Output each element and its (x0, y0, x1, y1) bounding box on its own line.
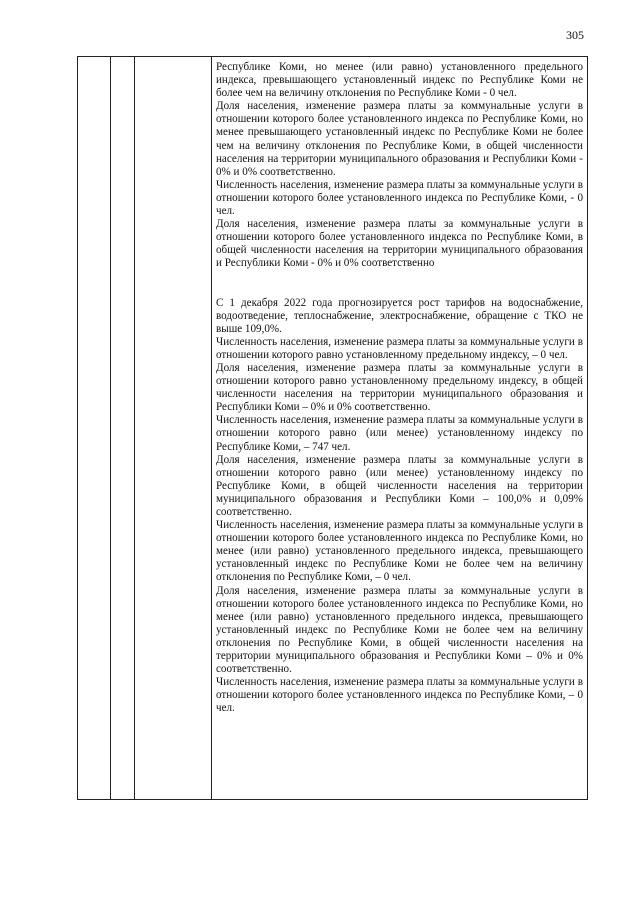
page-number: 305 (566, 28, 584, 42)
text-cell (216, 61, 583, 716)
document-table (77, 56, 588, 800)
paragraph: С 1 декабря 2022 года прогнозируется рост тарифов на водоснабжение, водоотведение, теплоснабжение, электроснабжение, обращение с ТКО не выше 109,0%. (216, 296, 583, 335)
paragraph: Доля населения, изменение размера платы за коммунальные услуги в отношении которого более установленного индекса по Республике Коми, но менее превышающего установленный индекс по Республике Коми не более чем на величину отклонения по Республике Коми, в общей численности населения на территории муниципального образования и Республики Коми - 0% и 0% соответственно. (216, 100, 583, 178)
column-divider-3 (211, 57, 212, 799)
paragraph: Численность населения, изменение размера платы за коммунальные услуги в отношении которого равно установленному предельному индексу, – 0 чел. (216, 335, 583, 361)
paragraph: Численность населения, изменение размера платы за коммунальные услуги в отношении которого более установленного индекса по Республике Коми, но менее (или равно) установленного предельного индекса, превышающего установленный индекс по Республике Коми не более чем на величину отклонения по Республике Коми, – 0 чел. (216, 519, 583, 584)
paragraph: Численность населения, изменение размера платы за коммунальные услуги в отношении которого равно (или менее) установленному индексу по Республике Коми, – 747 чел. (216, 414, 583, 453)
column-divider-2 (134, 57, 135, 799)
paragraph: Численность населения, изменение размера платы за коммунальные услуги в отношении которого более установленного индекса по Республике Коми, - 0 чел. (216, 178, 583, 218)
column-divider-1 (110, 57, 111, 799)
paragraph-gap (216, 271, 583, 297)
paragraph: Республике Коми, но менее (или равно) установленного предельного индекса, превышающего установленный индекс по Республике Коми не более чем на величину отклонения по Республике Коми - 0 чел. (216, 61, 583, 100)
paragraph: Доля населения, изменение размера платы за коммунальные услуги в отношении которого более установленного индекса по Республике Коми, но менее (или равно) установленного предельного индекса, превышающего установленный индекс по Республике Коми не более чем на величину отклонения по Республике Коми, в общей численности населения на территории муниципального образования и Республики Коми – 0% и 0% соответственно. (216, 584, 583, 676)
paragraph: Доля населения, изменение размера платы за коммунальные услуги в отношении которого равно (или менее) установленному индексу по Республике Коми, в общей численности населения на территории муниципального образования и Республики Коми – 100,0% и 0,09% соответственно. (216, 453, 583, 518)
paragraph: Доля населения, изменение размера платы за коммунальные услуги в отношении которого равно установленному предельному индексу, в общей численности населения на территории муниципального образования и Республики Коми – 0% и 0% соответственно. (216, 361, 583, 414)
paragraph: Численность населения, изменение размера платы за коммунальные услуги в отношении которого более установленного индекса по Республике Коми, – 0 чел. (216, 676, 583, 715)
paragraph: Доля населения, изменение размера платы за коммунальные услуги в отношении которого более установленного индекса по Республике Коми, в общей численности населения на территории муниципального образования и Республики Коми - 0% и 0% соответственно (216, 218, 583, 270)
